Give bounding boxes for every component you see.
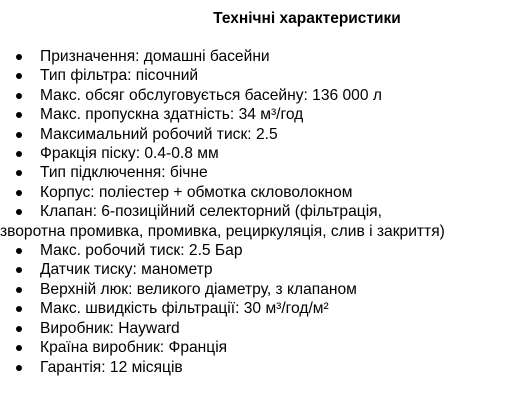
spec-text: Макс. швидкість фільтрації: 30 м³/год/м² (40, 300, 329, 318)
bullet-icon (16, 190, 22, 196)
bullet-icon (16, 365, 22, 371)
bullet-icon (16, 248, 22, 254)
spec-text: Фракція піску: 0.4-0.8 мм (40, 145, 219, 163)
spec-item-throughput (0, 105, 520, 124)
spec-text: Верхній люк: великого діаметру, з клапаном (40, 280, 357, 298)
document-title: Технічні характеристики (213, 10, 401, 27)
spec-item-top-hatch (0, 280, 520, 299)
bullet-icon (16, 151, 22, 157)
bullet-icon (16, 132, 22, 138)
spec-text: Гарантія: 12 місяців (40, 358, 183, 376)
spec-item-max-pressure (0, 125, 520, 144)
bullet-icon (16, 93, 22, 99)
spec-item-purpose (0, 47, 520, 66)
spec-text: Тип фільтра: пісочний (40, 67, 199, 85)
spec-text: Тип підключення: бічне (40, 164, 208, 182)
spec-text: Корпус: поліестер + обмотка скловолокном (40, 183, 353, 201)
spec-text: Макс. пропускна здатність: 34 м³/год (40, 106, 304, 124)
spec-item-connection-type (0, 163, 520, 182)
bullet-icon (16, 112, 22, 118)
spec-text: Призначення: домашні басейни (40, 48, 270, 65)
spec-item-filter-type (0, 66, 520, 85)
spec-text: Максимальний робочий тиск: 2.5 (40, 125, 278, 143)
bullet-icon (16, 345, 22, 351)
bullet-icon (16, 326, 22, 332)
spec-item-pressure-sensor (0, 260, 520, 279)
spec-item-working-pressure (0, 241, 520, 260)
spec-text: Клапан: 6-позиційний селекторний (фільтрація, (40, 203, 382, 221)
bullet-icon (16, 287, 22, 293)
bullet-icon (16, 306, 22, 312)
bullet-icon (16, 73, 22, 79)
spec-text: Макс. робочий тиск: 2.5 Бар (40, 242, 243, 260)
spec-item-filtration-speed (0, 299, 520, 318)
spec-text: Країна виробник: Франція (40, 339, 228, 357)
bullet-icon (16, 267, 22, 273)
spec-item-warranty (0, 358, 520, 377)
spec-text: Датчик тиску: манометр (40, 261, 213, 279)
spec-item-pool-volume (0, 86, 520, 105)
bullet-icon (16, 54, 22, 60)
spec-list (0, 47, 520, 377)
spec-text: Виробник: Hayward (40, 319, 180, 337)
spec-item-country (0, 338, 520, 357)
spec-item-valve (0, 202, 520, 241)
spec-item-manufacturer (0, 319, 520, 338)
bullet-icon (16, 209, 22, 215)
spec-text-continuation: зворотна промивка, промивка, рециркуляція, слив і закриття) (0, 222, 445, 240)
spec-item-housing (0, 183, 520, 202)
spec-item-sand-fraction (0, 144, 520, 163)
bullet-icon (16, 170, 22, 176)
spec-text: Макс. обсяг обслуговується басейну: 136 000 л (40, 86, 382, 104)
